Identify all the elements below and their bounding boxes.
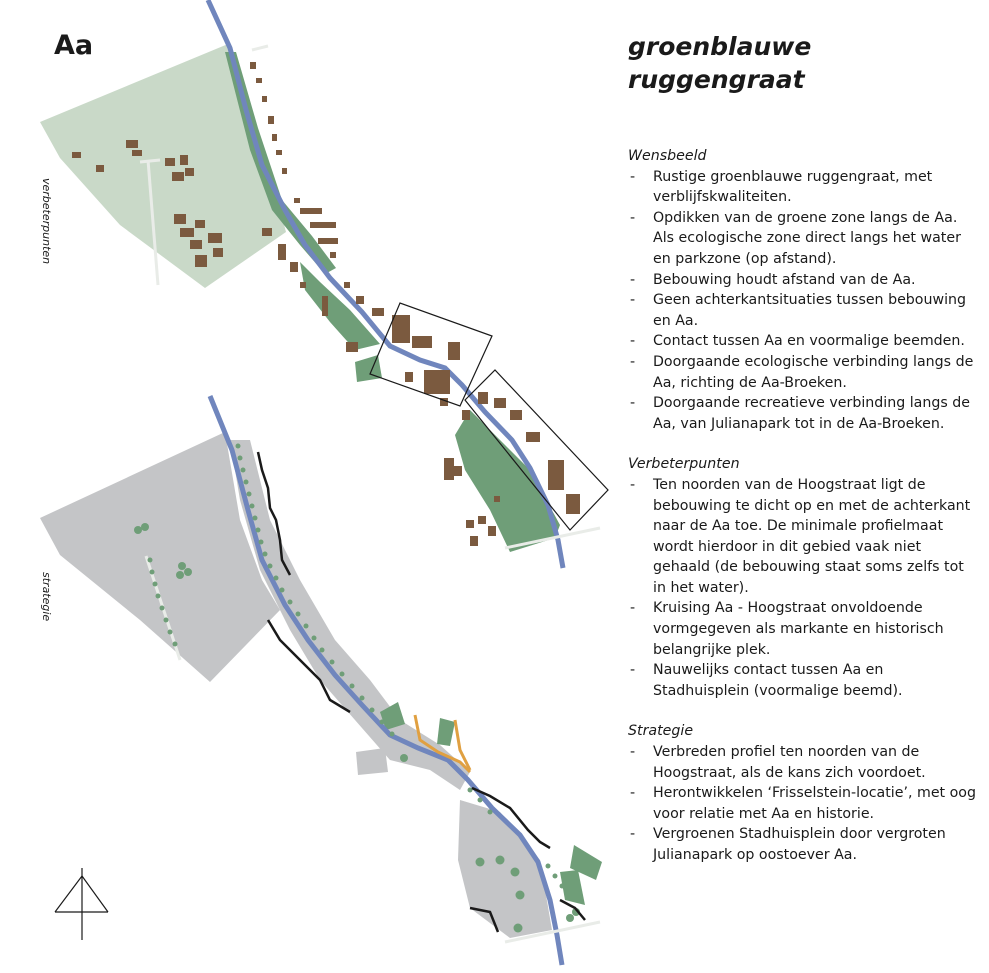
list-item: - Bebouwing houdt afstand van de Aa.	[628, 270, 978, 291]
list-item: - Rustige groenblauwe ruggengraat, met verblijfskwaliteiten.	[628, 167, 978, 208]
park-square-small	[355, 355, 382, 382]
list-item: - Doorgaande ecologische verbinding langs de Aa, richting de Aa-Broeken.	[628, 352, 978, 393]
bullet-list	[628, 475, 978, 702]
list-item: - Contact tussen Aa en voormalige beemden.	[628, 331, 978, 352]
section-wensbeeld	[628, 146, 978, 434]
list-item: - Ten noorden van de Hoogstraat ligt de bebouwing te dicht op en met de achterkant naar de Aa toe. De minimale profielmaat wordt hierdoor in dit gebied vaak niet gehaald (de bebouwing staat soms zelfs tot in het water).	[628, 475, 978, 599]
section-strategie	[628, 721, 978, 865]
heading-line-2: ruggengraat	[628, 65, 805, 94]
bullet-list	[628, 167, 978, 435]
park-strip-middle	[300, 262, 380, 350]
north-arrow-icon	[55, 868, 108, 940]
list-item: - Herontwikkelen ‘Frisselstein-locatie’, met oog voor relatie met Aa en historie.	[628, 783, 978, 824]
section-verbeterpunten	[628, 454, 978, 701]
page-title: Aa	[54, 30, 94, 61]
gray-area-small	[356, 748, 388, 775]
section-title: Strategie	[628, 723, 694, 740]
section-title: Wensbeeld	[628, 148, 707, 164]
map-label-strategie: strategie	[40, 572, 53, 622]
list-item: - Kruising Aa - Hoogstraat onvoldoende vormgegeven als markante en historisch belangrijke plek.	[628, 598, 978, 660]
list-item: - Verbreden profiel ten noorden van de Hoogstraat, als de kans zich voordoet.	[628, 742, 978, 783]
map-label-verbeterpunten: verbeterpunten	[40, 178, 53, 265]
text-panel	[628, 146, 978, 886]
bullet-list	[628, 742, 978, 866]
list-item: - Doorgaande recreatieve verbinding langs de Aa, van Julianapark tot in de Aa-Broeken.	[628, 393, 978, 434]
meadow-area	[40, 44, 286, 288]
list-item: - Nauwelijks contact tussen Aa en Stadhuisplein (voormalige beemd).	[628, 660, 978, 701]
list-item: - Vergroenen Stadhuisplein door vergroten Julianapark op oostoever Aa.	[628, 824, 978, 865]
list-item: - Opdikken van de groene zone langs de Aa. Als ecologische zone direct langs het water en parkzone (op afstand).	[628, 208, 978, 270]
heading-line-1: groenblauwe	[628, 32, 812, 61]
section-title: Verbeterpunten	[628, 456, 740, 473]
park-julianapark	[455, 410, 560, 552]
list-item: - Geen achterkantsituaties tussen bebouwing en Aa.	[628, 290, 978, 331]
